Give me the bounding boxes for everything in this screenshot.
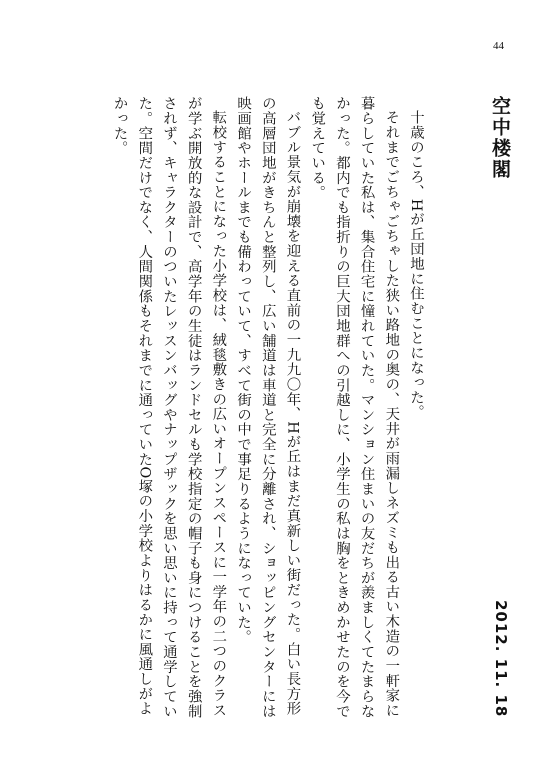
essay-date: 2012. 11. 18 (492, 600, 510, 718)
paragraph-3: バブル景気が崩壊を迎える直前の一九九〇年、Hが丘はまだ真新しい街だった。白い長方形の高層団地がきちんと整列し、広い舗道は車道と完全に分離され、ショッピングセンターには映画館やホールまでも備わっていて、すべて街の中で事足りるようになっていた。 (235, 96, 301, 719)
essay-body (68, 96, 428, 721)
page-number: 44 (493, 40, 504, 52)
paragraph-2: それまでごちゃごちゃした狭い路地の奥の、天井が雨漏しネズミも出る古い木造の一軒家に暮らしていた私は、集合住宅に憧れていた。マンション住まいの友だちが羨ましくてたまらなかった。都内でも指折りの巨大団地群への引越しに、小学生の私は胸をときめかせたのを今でも覚えている。 (309, 96, 400, 719)
essay-title: 空中楼閣 (489, 96, 511, 180)
paragraph-1: 十歳のころ、Hが丘団地に住むことになった。 (408, 110, 424, 420)
paragraph-4: 転校することになった小学校は、絨毯敷きの広いオープンスペースに一学年の二つのクラスが学ぶ開放的な設計で、高学年の生徒はランドセルも学校指定の帽子も身につけることを強制されず、キャラクターのついたレッスンバッグやナップザックを思い思いに持って通学していた。空間だけでなく、人間関係もそれまでに通っていたO塚の小学校よりはるかに風通しがよかった。 (111, 96, 227, 719)
